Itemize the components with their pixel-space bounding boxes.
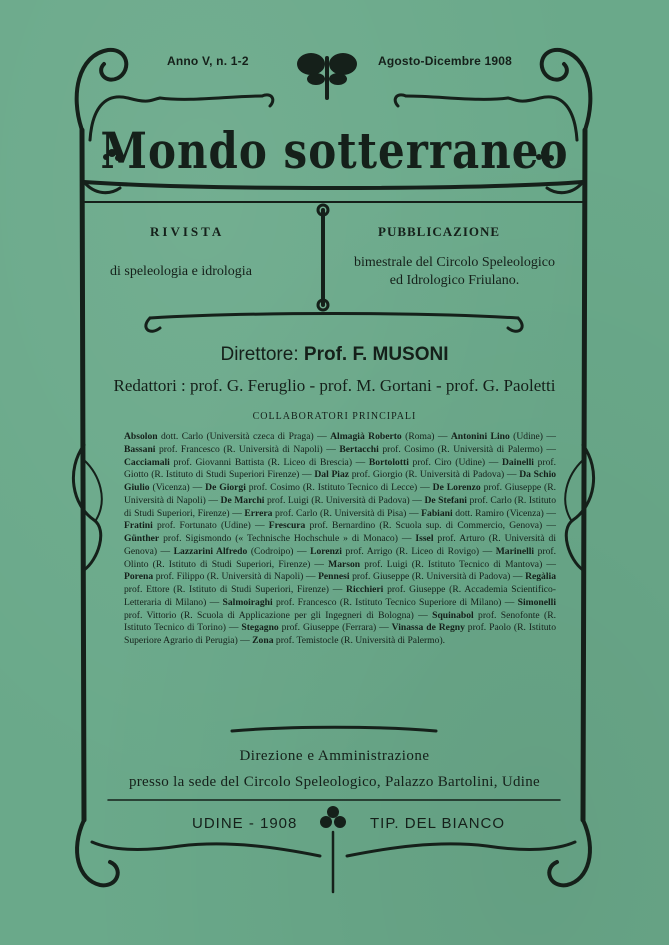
collaborator-name: De Giorgi (205, 482, 246, 493)
collaborators-list: Absolon dott. Carlo (Università czeca di Praga) — Almagià Roberto (Roma) — Antonini Lino (Udine) — Bassani prof. Francesco (R. Università di Napoli) — Bertacchi prof. Cosimo (R. Università di Palermo) — Cacciamali prof. Giovanni Battista (R. Liceo di Brescia) — Bortolotti prof. Ciro (Udine) — Dainelli prof. Giotto (R. Istituto di Studi Superiori Firenze) — Dal Piaz prof. Giorgio (R. Università di Padova) — Da Schio Giulio (Vicenza) — De Giorgi prof. Cosimo (R. Istituto Tecnico di Lecce) — De Lorenzo prof. Giuseppe (R. Università di Napoli) — De Marchi prof. Luigi (R. Università di Padova) — De Stefani prof. Carlo (R. Istituto di Studi Superiori, Firenze) — Errera prof. Carlo (R. Università di Pisa) — Fabiani dott. Ramiro (Vicenza) — Fratini prof. Fortunato (Udine) — Frescura prof. Bernardino (R. Scuola sup. di Commercio, Genova) — Günther prof. Sigismondo (« Technische Hochschule » di Monaco) — Issel prof. Arturo (R. Università di Genova) — Lazzarini Alfredo (Codroipo) — Lorenzi prof. Arrigo (R. Liceo di Rovigo) — Marinelli prof. Olinto (R. Istituto di Studi Superiori, Firenze) — Marson prof. Luigi (R. Istituto Tecnico di Mantova) — Porena prof. Filippo (R. Università di Napoli) — Pennesi prof. Giuseppe (R. Università di Padova) — Regàlia prof. Ettore (R. Istituto di Studi Superiori, Firenze) — Ricchieri prof. Giuseppe (R. Accademia Scientifico-Letteraria di Milano) — Salmoiraghi prof. Francesco (R. Istituto Tecnico Superiore di Milano) — Simonelli prof. Vittorio (R. Scuola di Applicazione per gli Ingegneri di Bologna) — Squinabol prof. Senofonte (R. Istituto Tecnico di Torino) — Stegagno prof. Giuseppe (Ferrara) — Vinassa de Regny prof. Paolo (R. Istituto Superiore Agrario di Perugia) — Zona prof. Temistocle (R. Università di Palermo). (124, 431, 557, 646)
collaborator-entry (314, 469, 504, 480)
collaborator-name: Fabiani (421, 507, 453, 519)
collaborator-affiliation: prof. Giovanni Battista (R. Liceo di Brescia) (169, 456, 353, 468)
collaborator-entry (252, 635, 445, 646)
collaborator-affiliation: prof. Carlo (R. Università di Pisa) (272, 507, 407, 519)
collaborator-name: Bassani (124, 443, 156, 455)
collaborator-affiliation: prof. Cosimo (R. Università di Palermo) (378, 443, 543, 455)
collaborator-entry (330, 431, 434, 442)
collaborator-entry (124, 444, 323, 455)
collaborator-name: Almagià Roberto (330, 431, 402, 442)
collaborator-affiliation: prof. Giuseppe (R. Università di Padova) (349, 571, 511, 583)
collaborator-name: Salmoiraghi (222, 596, 273, 608)
collaborator-affiliation: (Codroipo) (247, 545, 294, 557)
collaborator-affiliation: prof. Arrigo (R. Liceo di Rovigo) (341, 545, 480, 557)
collaborator-name: Antonini Lino (450, 431, 510, 442)
collaborator-affiliation: prof. Paolo (R. Istituto Superiore Agrario di Perugia) (124, 622, 557, 646)
collaborator-entry (124, 571, 303, 582)
collaborator-affiliation: prof. Fortunato (Udine) (152, 520, 251, 532)
collaborator-entry (369, 457, 485, 468)
collaborator-affiliation: prof. Giorgio (R. Università di Padova) (349, 469, 505, 481)
collaborator-name: Issel (415, 533, 434, 544)
collaborator-name: Frescura (268, 520, 306, 532)
collaborator-name: Marson (328, 558, 361, 570)
collaborator-name: Absolon (124, 431, 158, 442)
collaborator-affiliation: prof. Olinto (R. Istituto di Studi Superiori, Firenze) (124, 545, 556, 570)
administration-heading: Direzione e Amministrazione (239, 748, 430, 764)
director-name: Prof. F. MUSONI (303, 344, 449, 365)
collaborator-entry (124, 520, 251, 531)
collaborator-affiliation: prof. Giotto (R. Istituto di Studi Superiori Firenze) (124, 456, 556, 481)
collaborator-name: Simonelli (517, 596, 556, 608)
collaborator-affiliation: prof. Vittorio (R. Scuola di Applicazione per gli Ingegneri di Bologna) (124, 609, 414, 621)
collaborator-affiliation: prof. Giuseppe (R. Università di Napoli) (124, 482, 557, 506)
collaborator-name: Cacciamali (124, 456, 170, 468)
collaborator-name: De Marchi (220, 494, 265, 506)
collaborator-entry (124, 533, 398, 544)
collaborator-entry (451, 431, 543, 442)
collaborator-name: Dainelli (501, 456, 534, 468)
collaborator-affiliation: prof. Carlo (R. Istituto di Studi Superiori, Firenze) (124, 494, 557, 519)
collaborator-name: Dal Piaz (314, 469, 350, 481)
collaborator-entry (269, 520, 542, 531)
collaborators-heading: COLLABORATORI PRINCIPALI (252, 411, 417, 422)
collaborator-affiliation: (Vicenza) (149, 482, 190, 493)
collaborator-affiliation: prof. Cosimo (R. Istituto Tecnico di Lecce) (245, 482, 418, 493)
collaborator-entry (223, 597, 502, 608)
collaborator-affiliation: prof. Ciro (Udine) (408, 456, 486, 468)
collaborator-affiliation: dott. Carlo (Università czeca di Praga) (157, 431, 314, 442)
collaborator-affiliation: prof. Senofonte (R. Istituto Tecnico di Torino) (124, 609, 556, 634)
rivista-heading: RIVISTA (150, 224, 225, 239)
collaborator-name: Ricchieri (346, 584, 384, 595)
collaborator-affiliation: prof. Temistocle (R. Università di Palermo). (273, 635, 446, 646)
collaborator-affiliation: prof. Ettore (R. Istituto di Studi Superiori, Firenze) (124, 584, 329, 595)
collaborator-affiliation: prof. Giuseppe (R. Accademia Scientifico-Letteraria di Milano) (124, 584, 556, 608)
collaborator-entry (310, 546, 479, 557)
collaborator-name: Bertacchi (339, 443, 379, 455)
collaborator-entry (339, 444, 543, 455)
editors-line: Redattori : prof. G. Feruglio - prof. M. Gortani - prof. G. Paoletti (113, 376, 556, 395)
collaborator-name: Zona (252, 635, 274, 646)
collaborator-affiliation: prof. Sigismondo (« Technische Hochschule » di Monaco) (159, 533, 398, 544)
director-line (0, 344, 669, 366)
collaborator-entry (221, 495, 410, 506)
printer-name: TIP. DEL BIANCO (370, 815, 506, 832)
collaborator-entry (318, 571, 510, 582)
collaborator-name: Pennesi (318, 571, 350, 583)
collaborator-entry (124, 457, 352, 468)
collaborator-affiliation: prof. Francesco (R. Istituto Tecnico Superiore di Milano) (272, 596, 502, 608)
collaborator-name: Fratini (124, 520, 153, 532)
collaborator-entry (241, 622, 376, 633)
collaborator-entry (421, 508, 544, 519)
collaborator-affiliation: prof. Luigi (R. Istituto Tecnico di Mantova) (360, 558, 543, 570)
collaborator-name: Regàlia (525, 571, 556, 583)
issue-date: Agosto-Dicembre 1908 (378, 54, 513, 68)
publication-description: bimestrale del Circolo Speleologico ed Idrologico Friulano. (353, 255, 555, 288)
director-label: Direttore: (220, 344, 299, 365)
issue-number: Anno V, n. 1-2 (167, 54, 249, 68)
collaborator-name: Marinelli (495, 545, 535, 557)
collaborator-entry (124, 431, 314, 442)
rivista-subtitle: di speleologia e idrologia (110, 264, 252, 279)
collaborator-name: De Lorenzo (432, 482, 481, 493)
collaborator-name: Lorenzi (310, 545, 342, 557)
collaborator-entry (205, 482, 417, 493)
publication-place: UDINE - 1908 (192, 815, 298, 832)
collaborator-affiliation: prof. Luigi (R. Università di Padova) (264, 494, 410, 506)
collaborator-entry (244, 508, 406, 519)
collaborator-name: Bortolotti (368, 456, 409, 468)
collaborator-name: Stegagno (241, 622, 279, 634)
magazine-title: Mondo sotterraneo (100, 122, 569, 180)
collaborator-affiliation: prof. Francesco (R. Università di Napoli) (155, 443, 323, 455)
collaborator-entry (328, 559, 542, 570)
collaborator-name: Da Schio Giulio (124, 469, 557, 493)
collaborator-affiliation: (Udine) (509, 431, 543, 442)
collaborator-affiliation: (Roma) (401, 431, 435, 442)
collaborator-name: De Stefani (424, 494, 467, 506)
collaborator-name: Lazzarini Alfredo (173, 545, 248, 557)
publication-heading: PUBBLICAZIONE (378, 224, 501, 239)
collaborator-name: Squinabol (432, 609, 474, 621)
collaborator-affiliation: prof. Filippo (R. Università di Napoli) (153, 571, 304, 583)
collaborator-entry (174, 546, 294, 557)
collaborator-name: Vinassa de Regny (391, 622, 465, 634)
collaborator-name: Porena (124, 571, 154, 583)
collaborator-name: Günther (124, 533, 160, 544)
collaborator-affiliation: dott. Ramiro (Vicenza) (452, 507, 544, 519)
collaborator-name: Errera (244, 507, 273, 519)
collaborator-affiliation: prof. Bernardino (R. Scuola sup. di Commercio, Genova) (305, 520, 543, 532)
administration-address: presso la sede del Circolo Speleologico, Palazzo Bartolini, Udine (128, 774, 541, 790)
collaborator-affiliation: prof. Arturo (R. Università di Genova) (124, 533, 556, 557)
collaborator-affiliation: prof. Giuseppe (Ferrara) (278, 622, 377, 634)
